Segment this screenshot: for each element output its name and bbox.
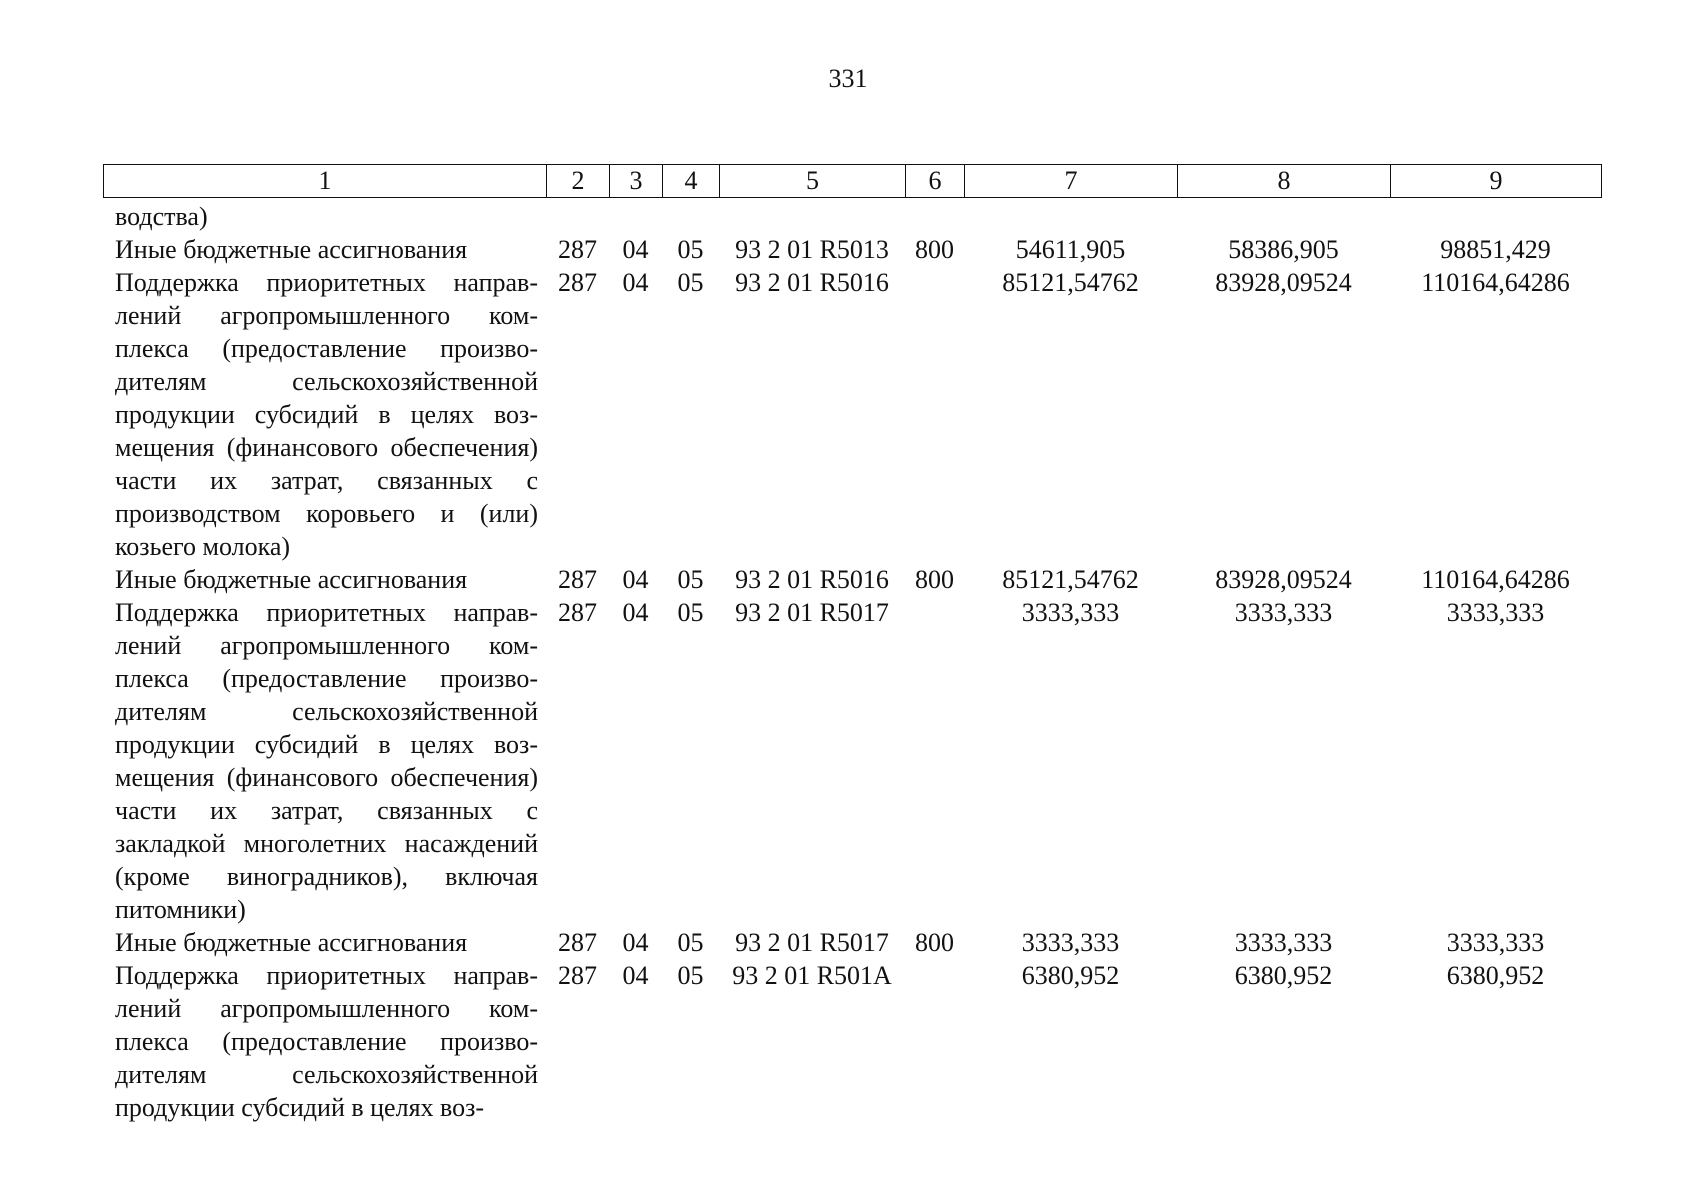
row-cell-5: 93 2 01 R5016 bbox=[735, 268, 889, 297]
row-cell-8: 83928,09524 bbox=[1215, 565, 1352, 594]
row-cell-8 bbox=[1177, 200, 1390, 233]
row-description: Иные бюджетные ассигнования bbox=[115, 235, 468, 264]
header-cell-5: 5 bbox=[720, 165, 906, 198]
row-cell-6 bbox=[905, 200, 964, 233]
header-row bbox=[104, 165, 1602, 198]
row-cell-2 bbox=[546, 200, 609, 233]
row-cell-5 bbox=[719, 200, 905, 233]
table-row bbox=[103, 233, 1601, 266]
row-cell-9: 110164,64286 bbox=[1421, 268, 1570, 297]
row-description: Поддержка приоритетных направлений агропромышленного комплекса (предоставление производителям сельскохозяйственной продукции субсидий в целях воз- bbox=[115, 961, 538, 1122]
row-cell-9 bbox=[1390, 200, 1601, 233]
row-description: водства) bbox=[115, 202, 208, 231]
row-cell-4: 05 bbox=[677, 961, 704, 990]
row-description: Поддержка приоритетных направлений агропромышленного комплекса (предоставление производителям сельскохозяйственной продукции субсидий в целях возмещения (финансового обеспечения) части их затрат, связанных с производством коровьего и (или) козьего молока) bbox=[115, 268, 538, 561]
page-number: 331 bbox=[828, 64, 868, 93]
table-row bbox=[103, 266, 1601, 563]
row-cell-4: 05 bbox=[677, 928, 704, 957]
row-cell-2: 287 bbox=[558, 928, 597, 957]
header-cell-9: 9 bbox=[1391, 165, 1602, 198]
row-cell-8: 3333,333 bbox=[1234, 928, 1333, 957]
header-cell-4: 4 bbox=[663, 165, 720, 198]
row-cell-9: 3333,333 bbox=[1446, 598, 1545, 627]
row-cell-4: 05 bbox=[677, 235, 704, 264]
row-cell-3 bbox=[609, 200, 662, 233]
row-cell-6 bbox=[905, 959, 964, 1124]
table-row bbox=[103, 959, 1601, 1124]
row-cell-7: 85121,54762 bbox=[1002, 268, 1139, 297]
header-cell-7: 7 bbox=[965, 165, 1178, 198]
row-cell-6: 800 bbox=[915, 565, 954, 594]
row-cell-8: 6380,952 bbox=[1234, 961, 1333, 990]
row-cell-2: 287 bbox=[558, 268, 597, 297]
row-cell-4 bbox=[662, 200, 719, 233]
row-cell-7: 54611,905 bbox=[1015, 235, 1126, 264]
row-cell-2: 287 bbox=[558, 565, 597, 594]
row-cell-9: 110164,64286 bbox=[1421, 565, 1570, 594]
row-description: Поддержка приоритетных направлений агропромышленного комплекса (предоставление производителям сельскохозяйственной продукции субсидий в целях возмещения (финансового обеспечения) части их затрат, связанных с закладкой многолетних насаждений (кроме виноградников), включая питомники) bbox=[115, 598, 538, 924]
row-cell-5: 93 2 01 R5017 bbox=[735, 598, 889, 627]
column-number-header bbox=[103, 164, 1602, 198]
header-cell-3: 3 bbox=[610, 165, 663, 198]
row-cell-4: 05 bbox=[677, 598, 704, 627]
table-row bbox=[103, 926, 1601, 959]
header-cell-1: 1 bbox=[104, 165, 547, 198]
row-cell-7: 3333,333 bbox=[1021, 598, 1120, 627]
header-cell-2: 2 bbox=[547, 165, 610, 198]
row-cell-7: 6380,952 bbox=[1021, 961, 1120, 990]
row-cell-5: 93 2 01 R5017 bbox=[735, 928, 889, 957]
row-cell-2: 287 bbox=[558, 961, 597, 990]
header-cell-8: 8 bbox=[1178, 165, 1391, 198]
row-cell-2: 287 bbox=[558, 598, 597, 627]
row-cell-2: 287 bbox=[558, 235, 597, 264]
table-row bbox=[103, 563, 1601, 596]
row-cell-6 bbox=[905, 266, 964, 563]
row-cell-5: 93 2 01 R5013 bbox=[735, 235, 889, 264]
row-cell-9: 3333,333 bbox=[1446, 928, 1545, 957]
row-cell-9: 98851,429 bbox=[1440, 235, 1551, 264]
row-description: Иные бюджетные ассигнования bbox=[115, 928, 468, 957]
row-cell-3: 04 bbox=[622, 268, 649, 297]
row-cell-3: 04 bbox=[622, 565, 649, 594]
row-cell-3: 04 bbox=[622, 235, 649, 264]
row-cell-7: 85121,54762 bbox=[1002, 565, 1139, 594]
row-cell-6: 800 bbox=[915, 235, 954, 264]
budget-table bbox=[103, 200, 1601, 1124]
row-cell-8: 3333,333 bbox=[1234, 598, 1333, 627]
row-description: Иные бюджетные ассигнования bbox=[115, 565, 468, 594]
row-cell-6: 800 bbox=[915, 928, 954, 957]
row-cell-6 bbox=[905, 596, 964, 926]
table-row bbox=[103, 596, 1601, 926]
row-cell-3: 04 bbox=[622, 928, 649, 957]
table-row bbox=[103, 200, 1601, 233]
row-cell-4: 05 bbox=[677, 268, 704, 297]
header-cell-6: 6 bbox=[906, 165, 965, 198]
row-cell-7 bbox=[964, 200, 1177, 233]
row-cell-7: 3333,333 bbox=[1021, 928, 1120, 957]
row-cell-9: 6380,952 bbox=[1446, 961, 1545, 990]
row-cell-4: 05 bbox=[677, 565, 704, 594]
row-cell-3: 04 bbox=[622, 598, 649, 627]
row-cell-8: 58386,905 bbox=[1228, 235, 1339, 264]
row-cell-5: 93 2 01 R501A bbox=[732, 961, 892, 990]
row-cell-3: 04 bbox=[622, 961, 649, 990]
row-cell-5: 93 2 01 R5016 bbox=[735, 565, 889, 594]
row-cell-8: 83928,09524 bbox=[1215, 268, 1352, 297]
